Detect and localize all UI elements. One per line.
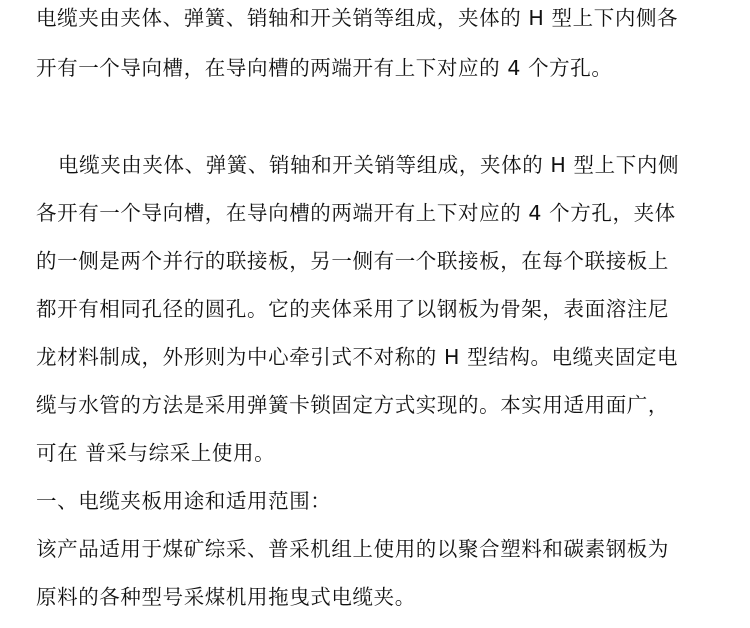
paragraph-2-line-3: 的一侧是两个并行的联接板，另一侧有一个联接板，在每个联接板上 (36, 249, 669, 273)
paragraph-2-line-7: 可在 普采与综采上使用。 (36, 441, 276, 465)
paragraph-3-line-2: 原料的各种型号采煤机用拖曳式电缆夹。 (36, 585, 416, 609)
paragraph-1-line-2: 开有一个导向槽，在导向槽的两端开有上下对应的 4 个方孔。 (36, 56, 613, 80)
paragraph-2-line-1: 电缆夹由夹体、弹簧、销轴和开关销等组成，夹体的 H 型上下内侧 (58, 153, 680, 177)
paragraph-2-line-2: 各开有一个导向槽，在导向槽的两端开有上下对应的 4 个方孔，夹体 (36, 201, 676, 225)
paragraph-2-line-6: 缆与水管的方法是采用弹簧卡锁固定方式实现的。本实用适用面广， (36, 393, 669, 417)
paragraph-2-line-4: 都开有相同孔径的圆孔。它的夹体采用了以钢板为骨架，表面溶注尼 (36, 297, 669, 321)
paragraph-2-line-5: 龙材料制成，外形则为中心牵引式不对称的 H 型结构。电缆夹固定电 (36, 345, 679, 369)
section-heading: 一、电缆夹板用途和适用范围： (36, 489, 332, 513)
paragraph-3-line-1: 该产品适用于煤矿综采、普采机组上使用的以聚合塑料和碳素钢板为 (36, 537, 669, 561)
paragraph-1-line-1: 电缆夹由夹体、弹簧、销轴和开关销等组成，夹体的 H 型上下内侧各 (36, 6, 679, 30)
